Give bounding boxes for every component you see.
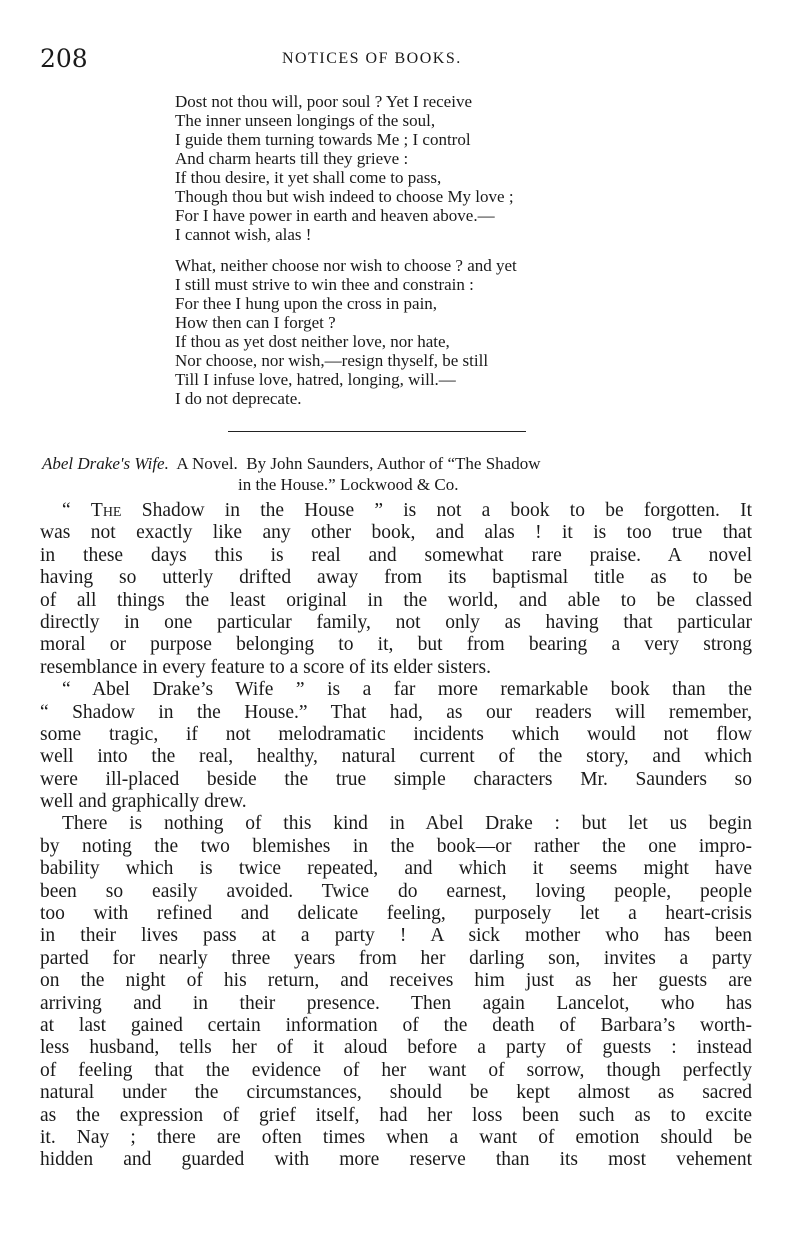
- poem-line: For I have power in earth and heaven above.—: [175, 206, 495, 225]
- poem-line: I still must strive to win thee and constrain :: [175, 275, 474, 294]
- review-citation-line-1: [42, 453, 762, 474]
- poem-stanza-2: [175, 256, 675, 408]
- opening-quote: “: [62, 500, 91, 521]
- poem-line: If thou desire, it yet shall come to pass,: [175, 168, 442, 187]
- body-line: of all things the least original in the world, and able to be classed: [40, 589, 752, 611]
- page-number: 208: [40, 44, 88, 73]
- body-line: “ Shadow in the House.” That had, as our readers will remember,: [40, 701, 752, 723]
- section-divider: [228, 431, 526, 432]
- poem-line: I cannot wish, alas !: [175, 225, 312, 244]
- poem-stanza-1: [175, 92, 675, 244]
- paragraph-1-first-line: [40, 500, 752, 522]
- body-line: were ill-placed beside the true simple characters Mr. Saunders so: [40, 768, 752, 790]
- body-line: There is nothing of this kind in Abel Drake : but let us begin: [62, 813, 752, 835]
- review-body: [40, 500, 752, 1172]
- poem-line: And charm hearts till they grieve :: [175, 149, 409, 168]
- body-line: hidden and guarded with more reserve than its most vehement: [40, 1149, 752, 1171]
- poem-line: I guide them turning towards Me ; I control: [175, 130, 471, 149]
- body-line: resemblance in every feature to a score of its elder sisters.: [40, 656, 492, 678]
- poem-line: Till I infuse love, hatred, longing, will.—: [175, 370, 456, 389]
- body-line: parted for nearly three years from her darling son, invites a party: [40, 947, 752, 969]
- body-line: been so easily avoided. Twice do earnest, loving people, people: [40, 880, 752, 902]
- body-line: it. Nay ; there are often times when a want of emotion should be: [40, 1126, 752, 1148]
- body-line: in their lives pass at a party ! A sick mother who has been: [40, 925, 752, 947]
- running-title: NOTICES OF BOOKS.: [282, 50, 462, 67]
- body-line: moral or purpose belonging to it, but from bearing a very strong: [40, 634, 752, 656]
- poem-line: If thou as yet dost neither love, nor hate,: [175, 332, 450, 351]
- body-line: natural under the circumstances, should be kept almost as sacred: [40, 1082, 752, 1104]
- body-line: arriving and in their presence. Then again Lancelot, who has: [40, 992, 752, 1014]
- body-line: less husband, tells her of it aloud before a party of guests : instead: [40, 1037, 752, 1059]
- poem-line: Dost not thou will, poor soul ? Yet I receive: [175, 92, 472, 111]
- body-line: of feeling that the evidence of her want of sorrow, though perfectly: [40, 1059, 752, 1081]
- review-heading: [42, 453, 762, 495]
- body-line: in these days this is real and somewhat rare praise. A novel: [40, 544, 752, 566]
- body-line: by noting the two blemishes in the book—or rather the one impro-: [40, 835, 752, 857]
- body-line: “ Abel Drake’s Wife ” is a far more remarkable book than the: [62, 679, 752, 701]
- body-line: having so utterly drifted away from its baptismal title as to be: [40, 567, 752, 589]
- poem-line: For thee I hung upon the cross in pain,: [175, 294, 438, 313]
- body-line: as the expression of grief itself, had her loss been such as to excite: [40, 1104, 752, 1126]
- poem-line: Nor choose, nor wish,—resign thyself, be still: [175, 351, 489, 370]
- body-line: well into the real, healthy, natural current of the story, and which: [40, 746, 752, 768]
- poem-line: How then can I forget ?: [175, 313, 336, 332]
- body-line: on the night of his return, and receives him just as her guests are: [40, 970, 752, 992]
- body-line: some tragic, if not melodramatic incidents which would not flow: [40, 723, 752, 745]
- page-header: [36, 44, 756, 74]
- book-title: Abel Drake's Wife.: [42, 454, 169, 473]
- review-citation-line-2: in the House.” Lockwood & Co.: [238, 475, 459, 494]
- body-line: was not exactly like any other book, and alas ! it is too true that: [40, 522, 752, 544]
- body-line: bability which is twice repeated, and which it seems might have: [40, 858, 752, 880]
- body-line: at last gained certain information of the death of Barbara’s worth-: [40, 1014, 752, 1036]
- poem-line: I do not deprecate.: [175, 389, 302, 408]
- first-line-rest: Shadow in the House ” is not a book to be forgotten. It: [121, 500, 753, 521]
- poem-line: The inner unseen longings of the soul,: [175, 111, 436, 130]
- body-line: well and graphically drew.: [40, 791, 247, 813]
- body-line: too with refined and delicate feeling, purposely let a heart-crisis: [40, 903, 752, 925]
- poem-line: What, neither choose nor wish to choose ? and yet: [175, 256, 517, 275]
- citation-text: A Novel. By John Saunders, Author of “The Shadow: [168, 454, 541, 473]
- body-line: directly in one particular family, not only as having that particular: [40, 611, 752, 633]
- opening-word: The: [90, 500, 122, 521]
- poem-line: Though thou but wish indeed to choose My love ;: [175, 187, 514, 206]
